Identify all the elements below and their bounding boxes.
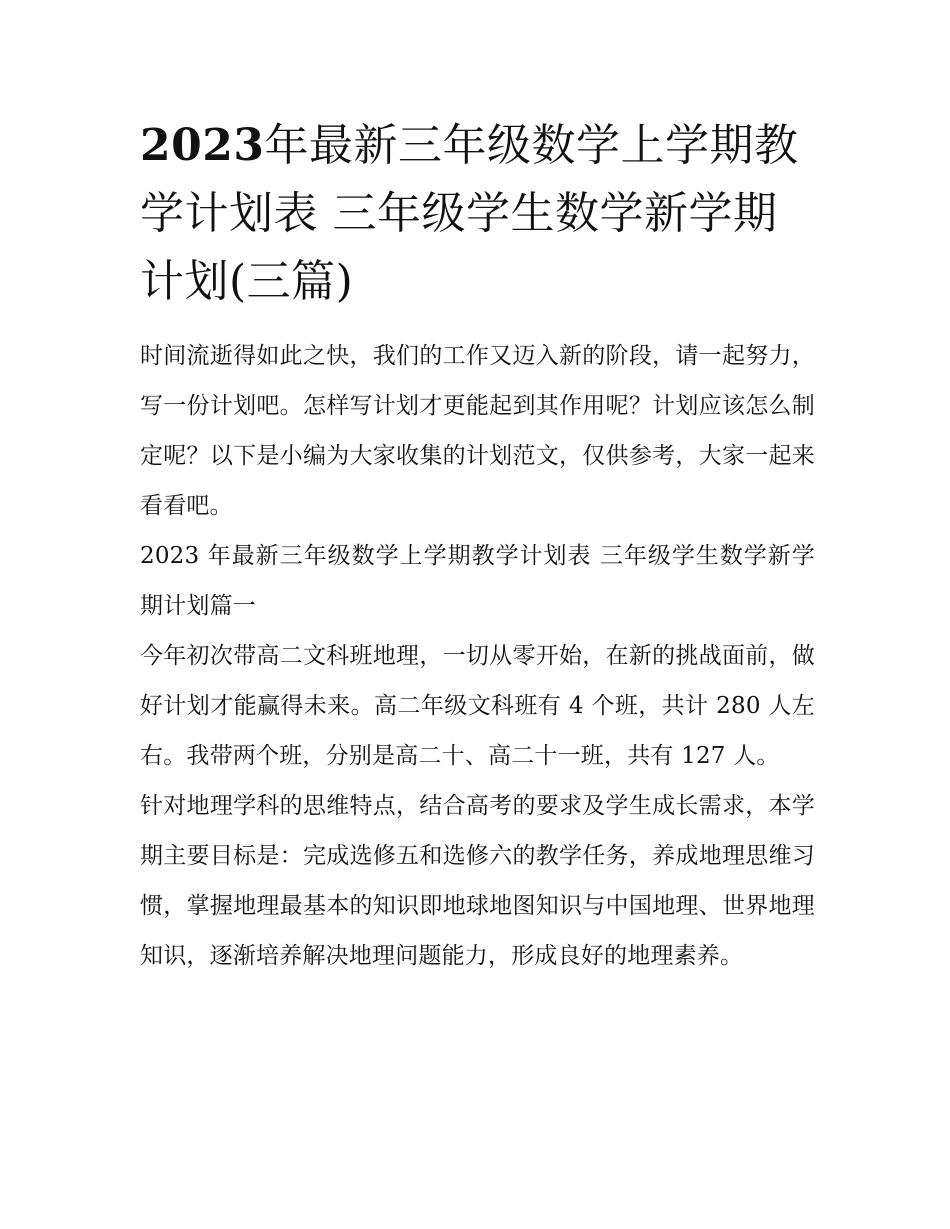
body-paragraph: 今年初次带高二文科班地理，一切从零开始，在新的挑战面前，做好计划才能赢得未来。高二年级文科班有 4 个班，共计 280 人左右。我带两个班，分别是高二十、高二十一班，共有 127 人。 — [140, 642, 815, 769]
intro-paragraph: 时间流逝得如此之快，我们的工作又迈入新的阶段，请一起努力，写一份计划吧。怎样写计划才更能起到其作用呢？计划应该怎么制定呢？以下是小编为大家收集的计划范文，仅供参考，大家一起来看看吧。 — [140, 342, 815, 519]
body-paragraph: 针对地理学科的思维特点，结合高考的要求及学生成长需求，本学期主要目标是：完成选修五和选修六的教学任务，养成地理思维习惯，掌握地理最基本的知识即地球地图知识与中国地理、世界地理知识，逐渐培养解决地理问题能力，形成良好的地理素养。 — [140, 792, 815, 969]
title-text: 年最新三年级数学上学期教学计划表 三年级学生数学新学期计划(三篇) — [140, 120, 799, 308]
section-heading: 2023 年最新三年级数学上学期教学计划表 三年级学生数学新学期计划篇一 — [140, 542, 815, 619]
title-year: 2023 — [140, 120, 265, 171]
document-page — [140, 112, 815, 981]
document-title — [140, 112, 815, 317]
